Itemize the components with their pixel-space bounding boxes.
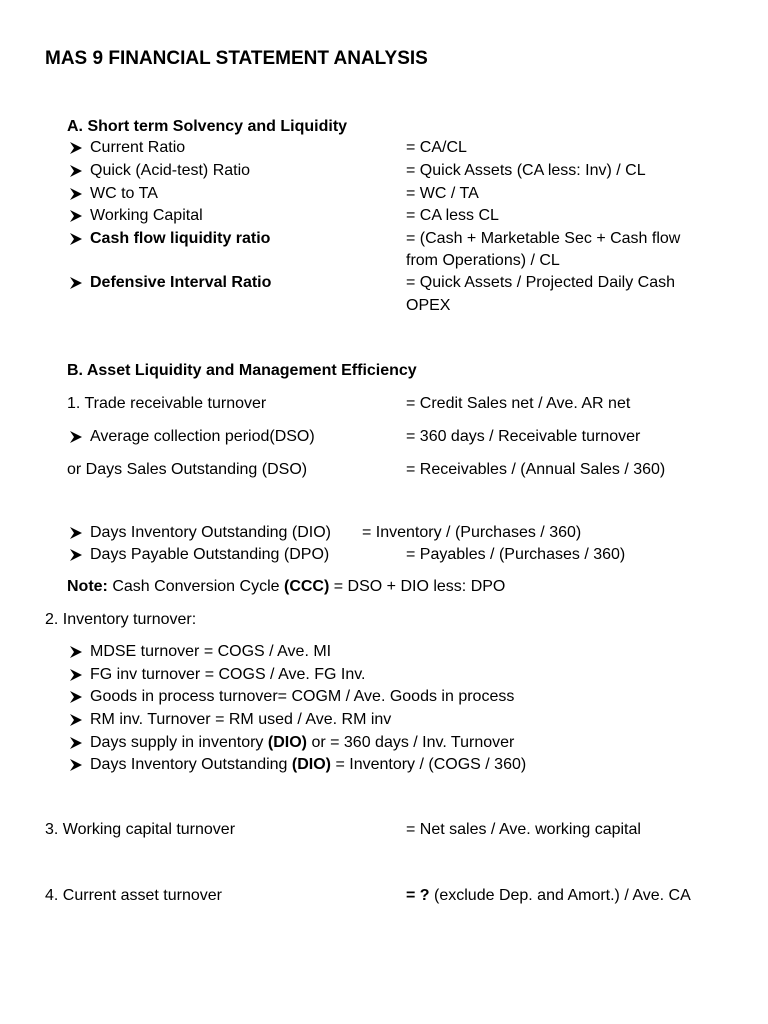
collection-period-label: Average collection period(DSO) [90,428,315,445]
section-a-heading: A. Short term Solvency and Liquidity [67,118,348,135]
note-text: Cash Conversion Cycle [112,578,280,595]
supply-dio: (DIO) [267,734,307,751]
dio-label: Days Inventory Outstanding (DIO) [90,524,331,541]
arrow-bullet-icon [69,758,83,772]
wc-turnover-formula: = Net sales / Ave. working capital [406,821,641,838]
inventory-turnover-heading: 2. Inventory turnover: [45,611,197,628]
dio-formula: = Inventory / (Purchases / 360) [362,524,582,541]
ratio-label: WC to TA [90,185,158,202]
arrow-bullet-icon [69,690,83,704]
dso-formula: = Receivables / (Annual Sales / 360) [406,461,666,478]
ratio-label: Quick (Acid-test) Ratio [90,162,251,179]
dpo-label: Days Payable Outstanding (DPO) [90,546,330,563]
arrow-bullet-icon [69,232,83,246]
ratio-label: Cash flow liquidity ratio [90,230,271,247]
collection-period-formula: = 360 days / Receivable turnover [406,428,641,445]
list-item [90,755,526,775]
ratio-formula: = Quick Assets / Projected Daily Cash [406,274,675,291]
arrow-bullet-icon [69,713,83,727]
list-item: MDSE turnover = COGS / Ave. MI [90,643,332,660]
outstanding-formula: = Inventory / (COGS / 360) [335,756,527,773]
arrow-bullet-icon [69,430,83,444]
arrow-bullet-icon [69,276,83,290]
arrow-bullet-icon [69,548,83,562]
arrow-bullet-icon [69,526,83,540]
arrow-bullet-icon [69,187,83,201]
list-item: FG inv turnover = COGS / Ave. FG Inv. [90,666,366,683]
ratio-label: Working Capital [90,207,203,224]
ratio-formula: = CA less CL [406,207,499,224]
ratio-formula: = (Cash + Marketable Sec + Cash flow [406,230,681,247]
note-ccc: (CCC) [283,578,330,595]
supply-text: Days supply in inventory [90,734,264,751]
list-item: RM inv. Turnover = RM used / Ave. RM inv [90,711,392,728]
outstanding-dio: (DIO) [291,756,331,773]
ca-turnover-question: = ? [406,887,430,904]
list-item: Goods in process turnover= COGM / Ave. Goods in process [90,688,515,705]
dso-label: or Days Sales Outstanding (DSO) [67,461,308,478]
arrow-bullet-icon [69,141,83,155]
ratio-label: Current Ratio [90,139,186,156]
section-b-heading: B. Asset Liquidity and Management Efficiency [67,362,417,379]
trade-receivable-label: 1. Trade receivable turnover [67,395,267,412]
ratio-formula-continued: from Operations) / CL [406,252,560,269]
arrow-bullet-icon [69,736,83,750]
wc-turnover-label: 3. Working capital turnover [45,821,236,838]
ratio-formula: = WC / TA [406,185,479,202]
note-formula: = DSO + DIO less: DPO [333,578,506,595]
ca-turnover-formula [406,886,691,906]
outstanding-text: Days Inventory Outstanding [90,756,288,773]
ratio-formula: = CA/CL [406,139,467,156]
ratio-label: Defensive Interval Ratio [90,274,272,291]
arrow-bullet-icon [69,668,83,682]
page-title: MAS 9 FINANCIAL STATEMENT ANALYSIS [45,48,428,69]
arrow-bullet-icon [69,164,83,178]
ca-turnover-text: (exclude Dep. and Amort.) / Ave. CA [434,887,691,904]
ccc-note [67,577,505,597]
dpo-formula: = Payables / (Purchases / 360) [406,546,626,563]
ratio-formula-continued: OPEX [406,297,451,314]
ca-turnover-label: 4. Current asset turnover [45,887,222,904]
supply-formula: or = 360 days / Inv. Turnover [311,734,515,751]
arrow-bullet-icon [69,209,83,223]
arrow-bullet-icon [69,645,83,659]
trade-receivable-formula: = Credit Sales net / Ave. AR net [406,395,631,412]
note-label: Note: [67,578,108,595]
ratio-formula: = Quick Assets (CA less: Inv) / CL [406,162,646,179]
list-item [90,733,514,753]
